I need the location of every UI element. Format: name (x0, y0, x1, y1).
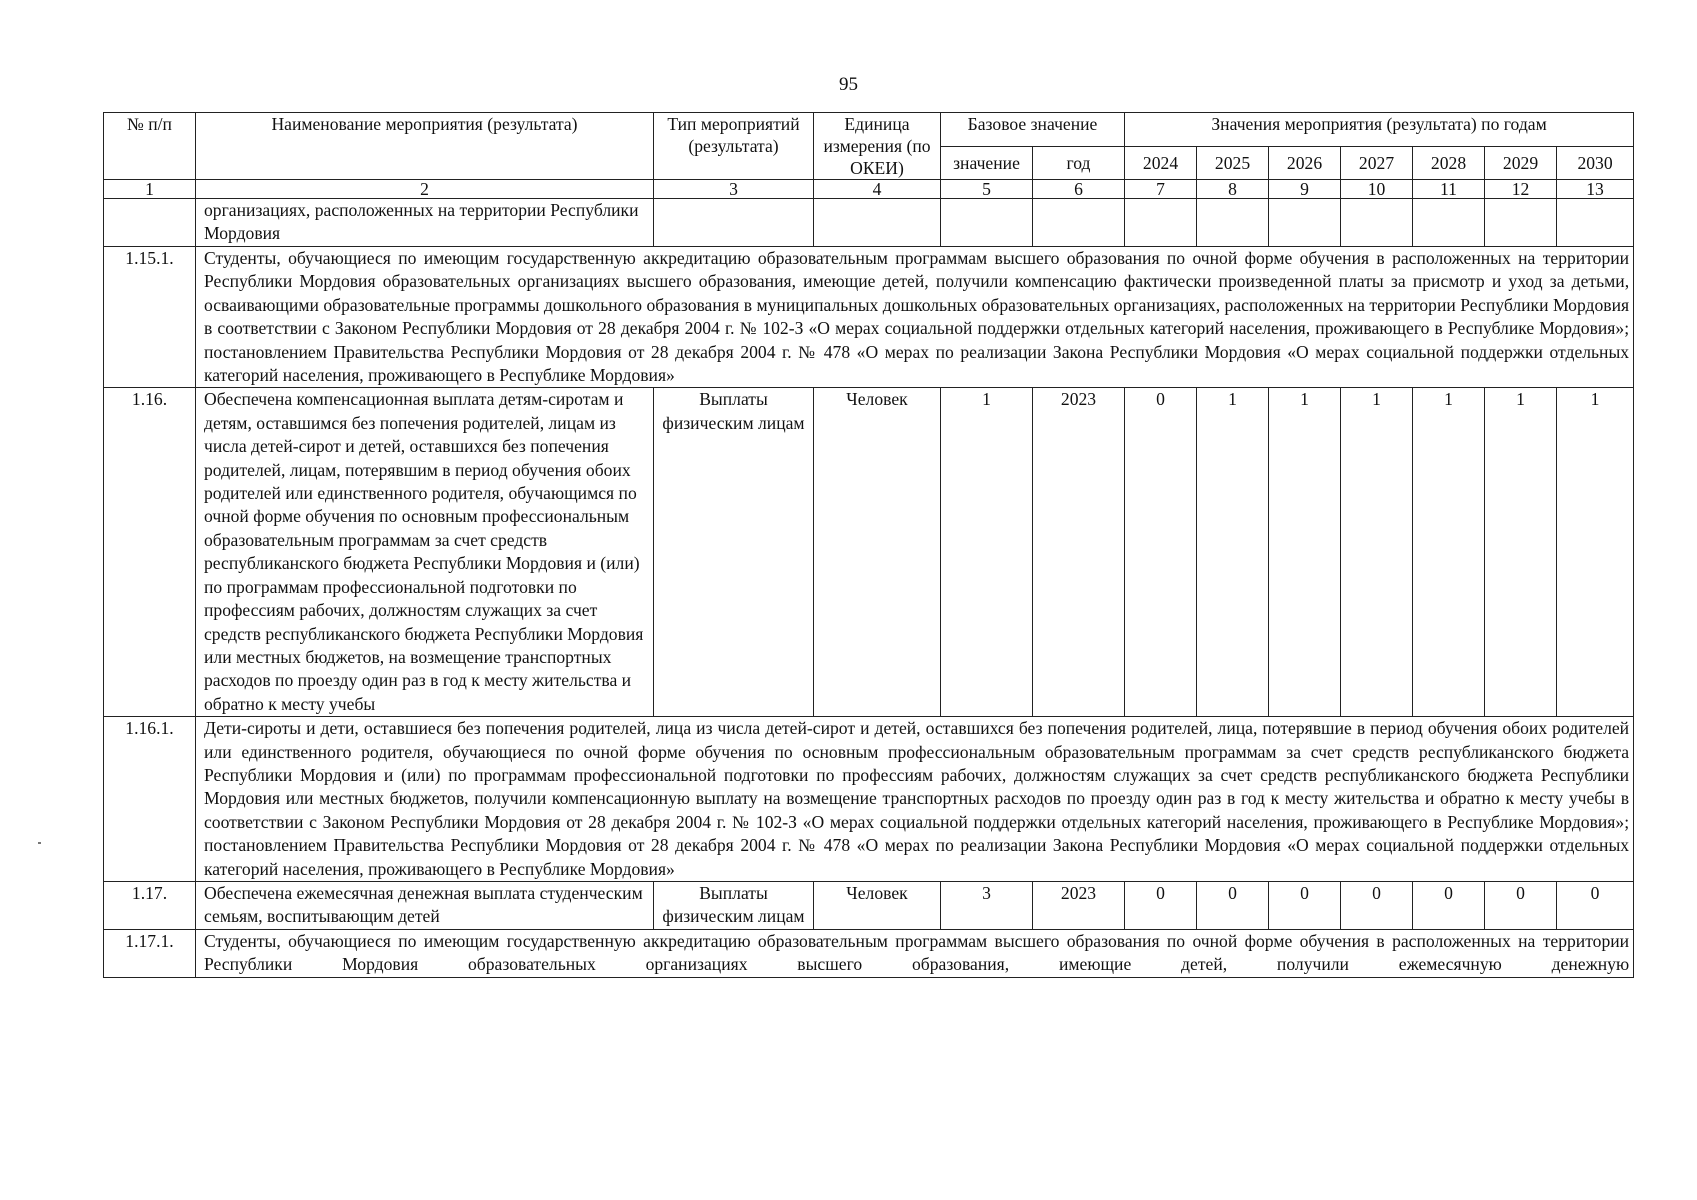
header-year-2024: 2024 (1125, 146, 1197, 180)
header-year-2025: 2025 (1197, 146, 1269, 180)
row-value-2024: 0 (1125, 388, 1197, 717)
header-unit: Единица измерения (по ОКЕИ) (814, 113, 941, 180)
header-year-2026: 2026 (1269, 146, 1341, 180)
header-base-year: год (1033, 146, 1125, 180)
table-row (104, 199, 1634, 247)
row-description: Студенты, обучающиеся по имеющим государственную аккредитацию образовательным программам высшего образования по очной форме обучения в расположенных на территории Республики Мордовия образовательных организациях высшего образования, имеющие детей, получили компенсацию фактически произведенной платы за присмотр и уход за детьми, осваивающими образовательные программы дошкольного образования в муниципальных дошкольных образовательных организациях, расположенных на территории Республики Мордовия в соответствии с Законом Республики Мордовия от 28 декабря 2004 г. № 102-З «О мерах социальной поддержки отдельных категорий населения, проживающего в Республике Мордовия»; постановлением Правительства Республики Мордовия от 28 декабря 2004 г. № 478 «О мерах по реализации Закона Республики Мордовия «О мерах социальной поддержки отдельных категорий населения, проживающего в Республике Мордовия» (196, 247, 1634, 388)
row-base-year: 2023 (1033, 388, 1125, 717)
col-number: 11 (1413, 180, 1485, 199)
table-row (104, 929, 1634, 977)
row-num: 1.15.1. (104, 247, 196, 388)
col-number: 9 (1269, 180, 1341, 199)
header-base-value: значение (941, 146, 1033, 180)
row-num: 1.17.1. (104, 929, 196, 977)
header-name: Наименование мероприятия (результата) (196, 113, 654, 180)
row-value-2028: 0 (1413, 881, 1485, 929)
column-number-row (104, 180, 1634, 199)
row-value-2029: 1 (1485, 388, 1557, 717)
row-name: Обеспечена компенсационная выплата детям-сиротам и детям, оставшимся без попечения родителей, лицам из числа детей-сирот и детей, оставшихся без попечения родителей, лицам, потерявшим в период обучения обоих родителей или единственного родителя, обучающимся по очной форме обучения по основным профессиональным образовательным программам за счет средств республиканского бюджета Республики Мордовия и (или) по программам профессиональной подготовки по профессиям рабочих, должностям служащих за счет средств республиканского бюджета Республики Мордовия или местных бюджетов, на возмещение транспортных расходов по проезду один раз в год к месту жительства и обратно к месту учебы (196, 388, 654, 717)
table-row (104, 717, 1634, 882)
table-row (104, 247, 1634, 388)
row-value-2025: 1 (1197, 388, 1269, 717)
row-type: Выплаты физическим лицам (654, 388, 814, 717)
header-years-group: Значения мероприятия (результата) по годам (1125, 113, 1634, 147)
row-base-value: 3 (941, 881, 1033, 929)
col-number: 7 (1125, 180, 1197, 199)
header-base: Базовое значение (941, 113, 1125, 147)
row-unit: Человек (814, 388, 941, 717)
results-table (103, 112, 1634, 978)
header-year-2027: 2027 (1341, 146, 1413, 180)
row-type: Выплаты физическим лицам (654, 881, 814, 929)
row-description: Дети-сироты и дети, оставшиеся без попечения родителей, лица из числа детей-сирот и детей, оставшихся без попечения родителей, лица, потерявшие в период обучения обоих родителей или единственного родителя, обучающиеся по очной форме обучения по основным профессиональным образовательным программам за счет средств республиканского бюджета Республики Мордовия и (или) по программам профессиональной подготовки по профессиям рабочих, должностям служащих за счет средств республиканского бюджета Республики Мордовия или местных бюджетов, получили компенсационную выплату на возмещение транспортных расходов по проезду один раз в год к месту жительства и обратно к месту учебы в соответствии с Законом Республики Мордовия от 28 декабря 2004 г. № 102-З «О мерах социальной поддержки отдельных категорий населения, проживающего в Республике Мордовия»; постановлением Правительства Республики Мордовия от 28 декабря 2004 г. № 478 «О мерах по реализации Закона Республики Мордовия «О мерах социальной поддержки отдельных категорий населения, проживающего в Республике Мордовия» (196, 717, 1634, 882)
row-num-cell (104, 199, 196, 247)
row-value-2026: 1 (1269, 388, 1341, 717)
table-row (104, 388, 1634, 717)
row-num: 1.16. (104, 388, 196, 717)
header-year-2029: 2029 (1485, 146, 1557, 180)
row-num: 1.16.1. (104, 717, 196, 882)
header-year-2030: 2030 (1557, 146, 1634, 180)
col-number: 3 (654, 180, 814, 199)
row-value-2028: 1 (1413, 388, 1485, 717)
row-base-value: 1 (941, 388, 1033, 717)
row-base-year: 2023 (1033, 881, 1125, 929)
row-value-2027: 0 (1341, 881, 1413, 929)
header-row-1 (104, 113, 1634, 147)
col-number: 2 (196, 180, 654, 199)
page-number: 95 (839, 74, 858, 95)
scan-speck (38, 842, 41, 844)
row-num: 1.17. (104, 881, 196, 929)
row-value-2029: 0 (1485, 881, 1557, 929)
row-unit: Человек (814, 881, 941, 929)
header-type: Тип мероприятий (результата) (654, 113, 814, 180)
col-number: 12 (1485, 180, 1557, 199)
col-number: 13 (1557, 180, 1634, 199)
row-description: Студенты, обучающиеся по имеющим государственную аккредитацию образовательным программам высшего образования по очной форме обучения в расположенных на территории Республики Мордовия образовательных организациях высшего образования, имеющие детей, получили ежемесячную денежную (196, 929, 1634, 977)
row-name: Обеспечена ежемесячная денежная выплата студенческим семьям, воспитывающим детей (196, 881, 654, 929)
row-value-2024: 0 (1125, 881, 1197, 929)
col-number: 1 (104, 180, 196, 199)
col-number: 8 (1197, 180, 1269, 199)
row-value-2030: 0 (1557, 881, 1634, 929)
table-row (104, 881, 1634, 929)
header-num: № п/п (104, 113, 196, 180)
row-name: организациях, расположенных на территории Республики Мордовия (196, 199, 654, 247)
row-value-2025: 0 (1197, 881, 1269, 929)
col-number: 10 (1341, 180, 1413, 199)
col-number: 6 (1033, 180, 1125, 199)
row-value-2027: 1 (1341, 388, 1413, 717)
row-value-2030: 1 (1557, 388, 1634, 717)
row-value-2026: 0 (1269, 881, 1341, 929)
col-number: 4 (814, 180, 941, 199)
col-number: 5 (941, 180, 1033, 199)
header-year-2028: 2028 (1413, 146, 1485, 180)
